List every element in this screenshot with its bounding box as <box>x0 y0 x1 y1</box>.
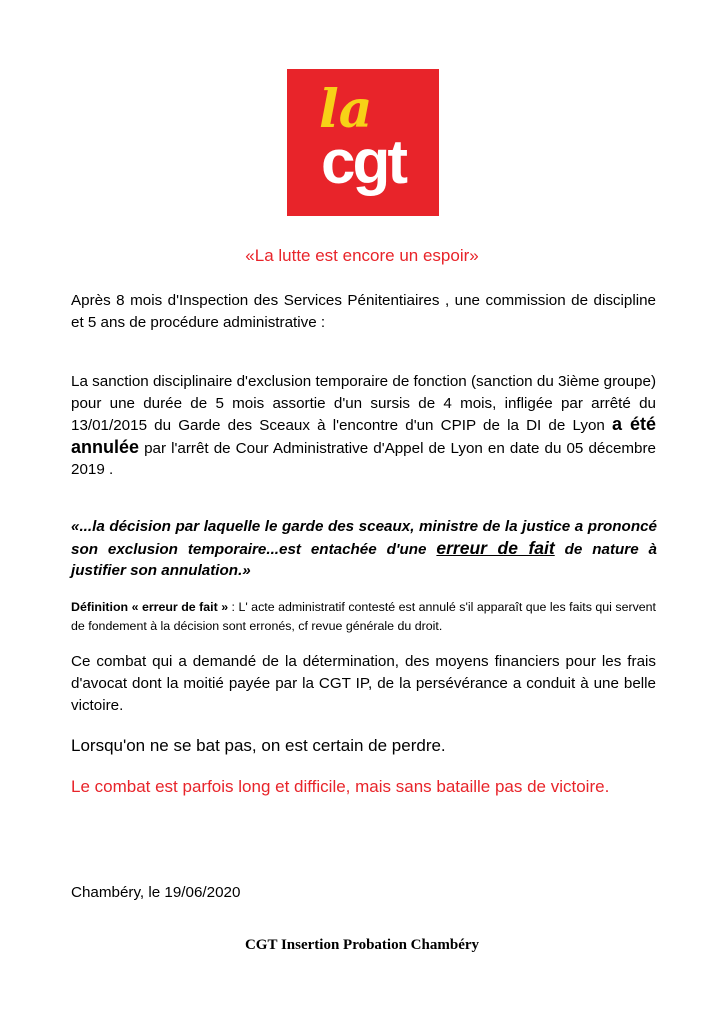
cgt-logo-mark <box>287 69 439 216</box>
definition-paragraph <box>71 598 656 636</box>
document-title: «La lutte est encore un espoir» <box>245 246 479 265</box>
quote-text-before: «...la décision par laquelle le garde des sceaux, ministre de la justice a prononcé son exclusion temporaire...est entachée d'une <box>71 518 657 558</box>
sanction-text-after: par l'arrêt de Cour Administrative d'Appel de Lyon en date du 05 décembre 2019 . <box>71 439 656 478</box>
signature: CGT Insertion Probation Chambéry <box>244 937 480 953</box>
sanction-text-before: La sanction disciplinaire d'exclusion temporaire de fonction (sanction du 3ième groupe) pour une durée de 5 mois assortie d'un sursis de 4 mois, infligée par arrêté du 13/01/2015 du Garde des Sceaux à l'encontre d'un CPIP de la DI de Lyon <box>71 373 656 434</box>
definition-text: : L' acte administratif contesté est annulé s'il apparaît que les faits qui servent de fondement à la décision sont erronés, cf revue générale du droit. <box>71 600 657 633</box>
combat-paragraph: Ce combat qui a demandé de la détermination, des moyens financiers pour les frais d'avocat dont la moitié payée par la CGT IP, de la persévérance a conduit à une belle victoire. <box>71 653 656 714</box>
logo-main-text: cgt <box>321 128 405 197</box>
intro-paragraph: Après 8 mois d'Inspection des Services Pénitentiaires , une commission de discipline et 5 ans de procédure administrative : <box>71 292 656 331</box>
quote-highlight: erreur de fait <box>436 537 555 558</box>
date-line: Chambéry, le 19/06/2020 <box>71 884 241 901</box>
cgt-logo <box>287 69 439 216</box>
quote-text-after: de nature à justifier son annulation.» <box>71 540 658 579</box>
statement-paragraph: Lorsqu'on ne se bat pas, on est certain de perdre. <box>71 736 446 755</box>
sanction-emphasis: a été annulée <box>71 414 657 457</box>
logo-script-text: la <box>319 79 373 140</box>
sanction-paragraph <box>71 371 656 481</box>
conclusion-paragraph: Le combat est parfois long et difficile, mais sans bataille pas de victoire. <box>71 777 610 796</box>
definition-label: Définition « erreur de fait » <box>71 600 229 614</box>
court-quote <box>71 516 657 582</box>
